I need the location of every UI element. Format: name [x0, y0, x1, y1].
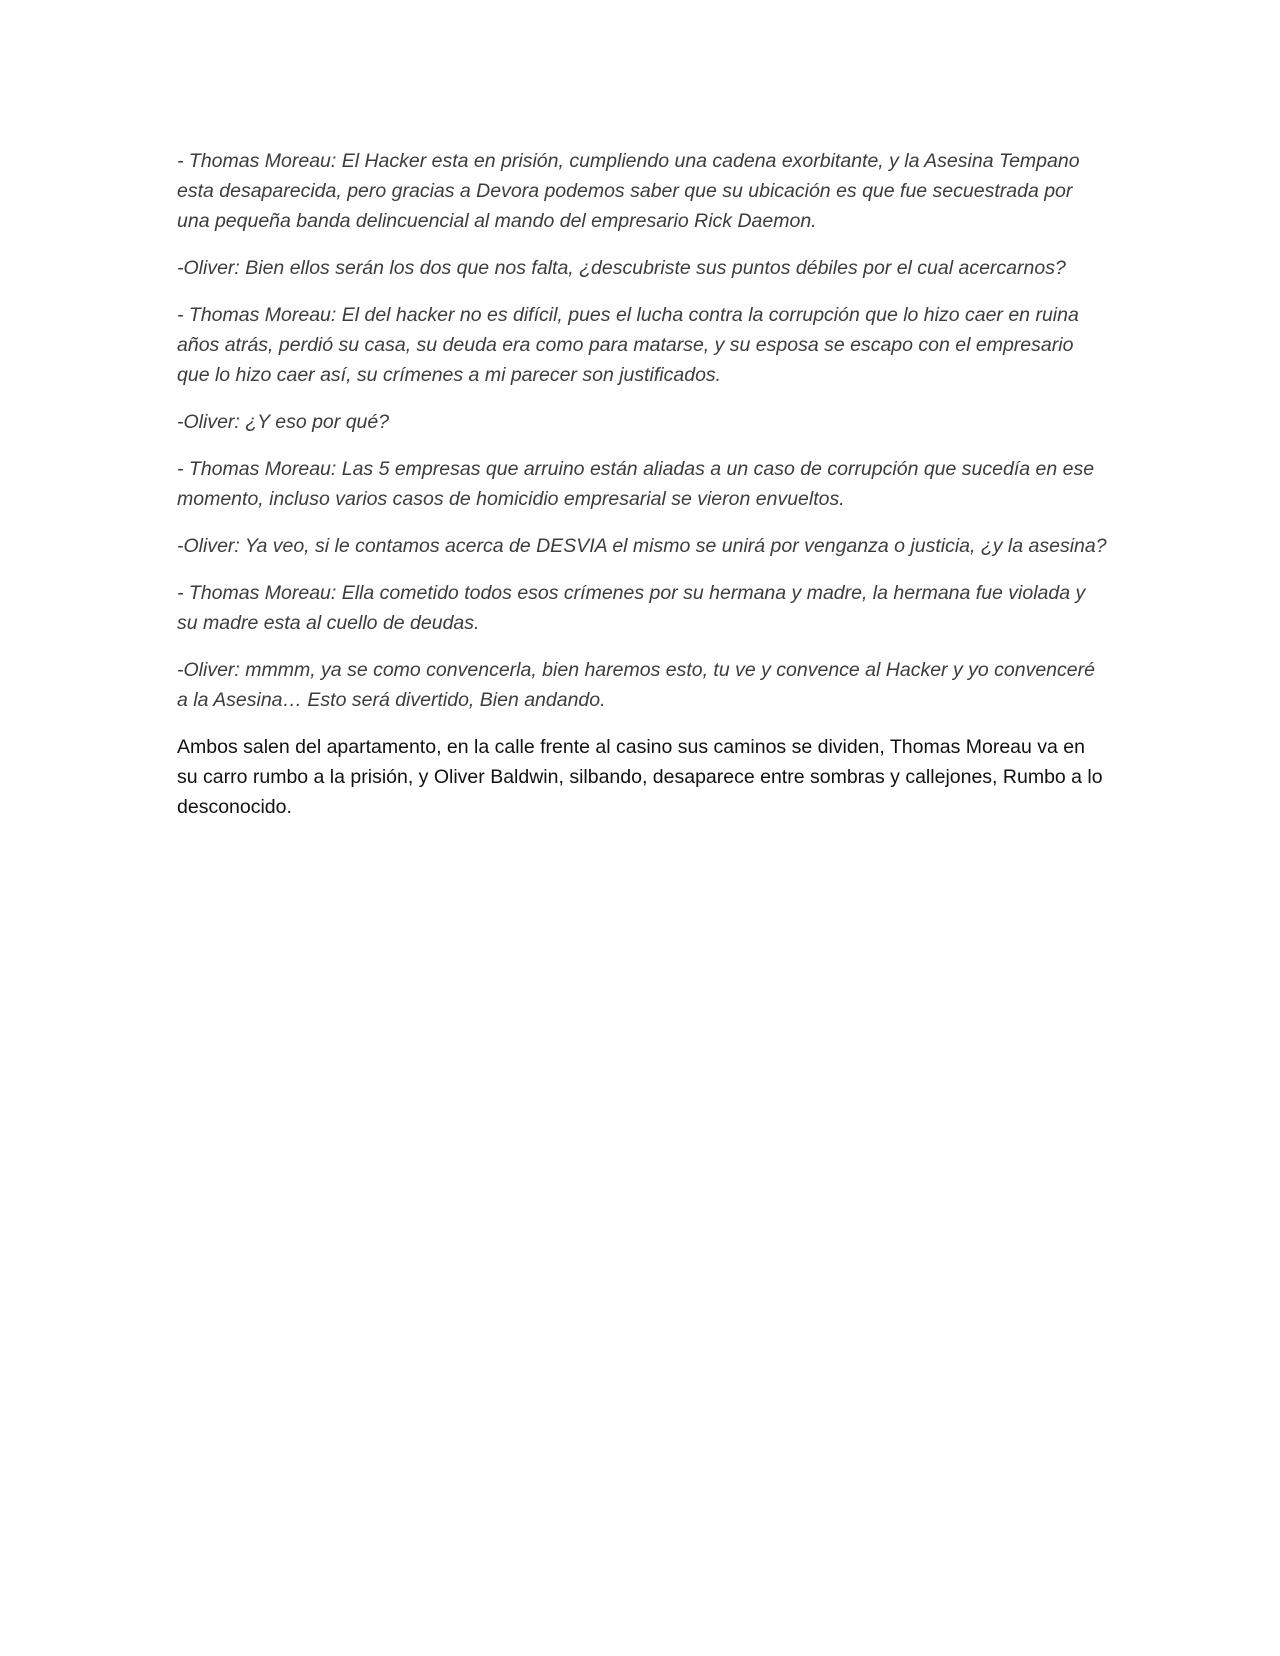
dialogue-paragraph: - Thomas Moreau: Las 5 empresas que arruino están aliadas a un caso de corrupción que sucedía en ese momento, incluso varios casos de homicidio empresarial se vieron envueltos.: [177, 458, 1095, 510]
dialogue-paragraph: -Oliver: Ya veo, si le contamos acerca de DESVIA el mismo se unirá por venganza o justicia, ¿y la asesina?: [177, 535, 1107, 557]
dialogue-paragraph: - Thomas Moreau: El Hacker esta en prisión, cumpliendo una cadena exorbitante, y la Asesina Tempano esta desaparecida, pero gracias a Devora podemos saber que su ubicación es que fue secuestrada por una pequeña banda delincuencial al mando del empresario Rick Daemon.: [177, 150, 1080, 232]
dialogue-paragraph: - Thomas Moreau: Ella cometido todos esos crímenes por su hermana y madre, la hermana fue violada y su madre esta al cuello de deudas.: [177, 582, 1086, 634]
dialogue-paragraph: -Oliver: mmmm, ya se como convencerla, bien haremos esto, tu ve y convence al Hacker y yo convenceré a la Asesina… Esto será divertido, Bien andando.: [177, 659, 1095, 711]
dialogue-paragraph: - Thomas Moreau: El del hacker no es difícil, pues el lucha contra la corrupción que lo hizo caer en ruina años atrás, perdió su casa, su deuda era como para matarse, y su esposa se escapo con el empresario que lo hizo caer así, su crímenes a mi parecer son justificados.: [177, 304, 1079, 386]
dialogue-paragraph: -Oliver: ¿Y eso por qué?: [177, 411, 390, 433]
dialogue-paragraph: -Oliver: Bien ellos serán los dos que nos falta, ¿descubriste sus puntos débiles por el cual acercarnos?: [177, 257, 1066, 279]
narration-paragraph: Ambos salen del apartamento, en la calle frente al casino sus caminos se dividen, Thomas Moreau va en su carro rumbo a la prisión, y Oliver Baldwin, silbando, desaparece entre sombras y callejones, Rumbo a lo desconocido.: [177, 736, 1103, 818]
document-body: [177, 146, 1107, 839]
